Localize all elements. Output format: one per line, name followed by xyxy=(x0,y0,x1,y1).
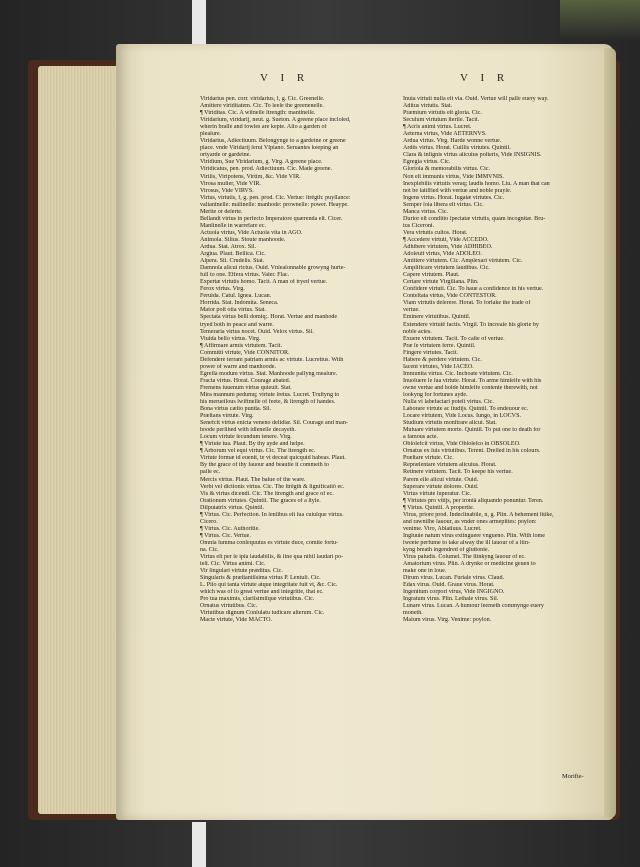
text-line: Adhibere virtutem, Vide ADHIBEO. xyxy=(403,243,493,250)
text-line: Maior poſt otia virtus. Stat. xyxy=(200,307,267,314)
text-line: power of warre and manhoode. xyxy=(200,363,276,370)
text-line: Locum virtute ſecundum tenere. Virg. xyxy=(200,434,292,441)
text-line: Ornatus virtutibus. Cic. xyxy=(200,603,258,610)
text-line: Singularis & præſtantiſsima virtus P. Lentuli. Cic. xyxy=(200,575,321,582)
text-line: Virosa mulier, Vide VIR. xyxy=(200,180,261,187)
text-line: Clara & inſignis virtus alicuius poſteris, Vide INSIGNIS. xyxy=(403,152,542,159)
text-line: ortyarde or gardeine. xyxy=(200,152,251,159)
text-line: L. Piſo qui tanta virtute atque integritate fuit vt, &c. Cic. xyxy=(200,582,338,589)
text-line: Fracta virtus. Horat. Courage abated. xyxy=(200,377,291,384)
text-line: Fremens iuuenum virtus quieuit. Stat. xyxy=(200,384,292,391)
text-line: Mira mannum pedumq; virtute ſretus. Lucret. Truſtyng to xyxy=(200,391,340,398)
text-line: Virilis, Viripotens, Virtim, &c. Vide VIR. xyxy=(200,173,301,180)
text-line: Aeterna virtus, Vide AETERNVS. xyxy=(403,131,487,138)
text-line: Virtus virtute ſuperatur. Cic. xyxy=(403,490,472,497)
text-line: place. vnde Viridarij ſerui Vlpiano. Seruantes keeping an xyxy=(200,145,339,152)
text-line: By the grace of thy fauour and beautie it commeth to xyxy=(200,462,329,469)
text-line: Mercis virtus. Plaut. The balue of the ware. xyxy=(200,476,306,483)
text-line: Spectata virtus belli domiq;. Horat. Vertue and manhode xyxy=(200,314,338,321)
text-line: ¶ Arborum vel equi virtus. Cic. The ſtrength ec. xyxy=(200,448,316,455)
text-line: vertue. xyxy=(403,307,420,314)
text-line: Argiua. Plaut. Bellica. Cic. xyxy=(200,251,266,258)
text-line: ¶ Virtute tua. Plaut. By thy ayde and helpe. xyxy=(200,441,305,448)
text-line: Omnia ſumma conſequutus es virtute duce, comite fortu- xyxy=(200,539,339,546)
text-line: teſt. Cic. Virtus animi. Cic. xyxy=(200,561,266,568)
text-line: Orationum virtutes. Quintil. The graces of a ſtyle. xyxy=(200,497,321,504)
text-line: Non eſt immunis virtus, Vide IMMVNIS. xyxy=(403,173,504,180)
text-line: Repræſentare virtutem alicuius. Horat. xyxy=(403,462,497,469)
text-line: Macte virtute, Vide MACTO. xyxy=(200,617,273,624)
text-line: ¶ Virtus. Cic. Perfection. In ſenſibus eſt ſua cuiuſque virtus. xyxy=(200,511,344,518)
text-line: a famous acte. xyxy=(403,434,439,441)
text-line: Aditus virtutis. Stat. xyxy=(403,103,453,110)
text-line: Manlineſſe in warrefare ec. xyxy=(200,222,266,229)
text-line: his merueilous ſwiftneſſe of feete, & ſtrength of handes. xyxy=(200,399,336,406)
text-line: valiantneſſe: mãlineſſe: manhode: prowneſſe: power. Heaype. xyxy=(200,201,349,208)
text-line: Iacent virtutes, Vide IACEO. xyxy=(403,363,474,370)
text-line: Glorioſa & memorabilis virtus. Cic. xyxy=(403,166,490,173)
text-line: Ferox virtus. Virg. xyxy=(200,286,245,293)
text-line: noble actes. xyxy=(403,328,432,335)
text-line: Defendere terram patriam armis ac virtute. Lucretius. With xyxy=(200,356,344,363)
text-line: Verbi vel dictionis virtus. Cic. The ſtrēgth & ſignificatiō ec. xyxy=(200,483,345,490)
text-line: tryed both in peace and warre. xyxy=(200,321,274,328)
text-line: Conteſtata virtus, Vide CONTESTOR. xyxy=(403,293,497,300)
text-line: Exuere virtutem. Tacit. To caſte of vertue. xyxy=(403,335,505,342)
text-line: Vir ſingulari virtute præditus. Cic. xyxy=(200,568,283,575)
text-line: Ingenitum corpori virus, Vide INGIGNO. xyxy=(403,589,505,596)
background-object xyxy=(560,0,640,40)
text-line: Studium virtutis monſtrare alicui. Stat. xyxy=(403,420,497,427)
text-line: Ardua. Stat. Atrox. Sil. xyxy=(200,243,257,250)
left-text-column xyxy=(200,96,396,625)
text-line: Virosus, Vide VIRVS. xyxy=(200,187,254,194)
text-line: Præſtans virtute. Virg. xyxy=(200,413,254,420)
text-line: Animoſa. Silius. Stoute manhoode. xyxy=(200,236,286,243)
text-line: Ingluuie natum virus extinguere vngueno. Plin. With ſome xyxy=(403,532,545,539)
text-line: Habere & perdere virtutem. Cic. xyxy=(403,356,482,363)
text-line: hoode perſihed with idleneſſe decayeth. xyxy=(200,427,296,434)
text-line: Præſtare virtute. Cic. xyxy=(403,455,454,462)
text-line: not be ſatiſfied with vertue and noble prayſe. xyxy=(403,187,512,194)
catchword: Morifie- xyxy=(562,773,584,780)
text-line: venime. Viro, Ablatiuus. Lucret. xyxy=(403,525,482,532)
page-edges xyxy=(38,66,118,814)
text-line: Virtus eſt per ſe ipſa laudabilis, & ſine qua nihil laudari po- xyxy=(200,554,344,561)
text-line: Expertæ virtutis homo. Tacit. A man of tryed vertue. xyxy=(200,279,328,286)
text-line: Pro tua maximis, clariſsimiſque virtutibus. Cic. xyxy=(200,596,315,603)
text-line: Amittere virtutem. Cic. Amplexari virtutem. Cic. xyxy=(403,258,523,265)
text-line: na. Cic. xyxy=(200,547,219,553)
text-line: Viridarius, Adiectiuum. Belongynge to a gardeine or greene xyxy=(200,138,346,145)
text-line: Locare virtutem, Vide Locus. Iungo, in LOCVS. xyxy=(403,413,521,420)
text-line: Temeraria virtus nocet. Ouid. Velox virtus. Sil. xyxy=(200,328,314,335)
text-line: Egreſſa modum virtus. Stat. Manhoode paſſyng meaſure. xyxy=(200,370,338,377)
text-line: Virus, priore prod. Indeclinabile, n, g. Plin. A behement ſtũke, xyxy=(403,511,554,518)
text-line: Viridarius pen. corr. viridarius, f, g. Cic. Greenelſe. xyxy=(200,96,325,102)
text-line: Diſputatrix virtus. Quintil. xyxy=(200,504,264,511)
text-line: Lunare virus. Lucan. A humour ſeemeth commynge euery xyxy=(403,603,544,610)
text-line: Virtus, virtutis, f, g. pen. prod. Cic. Vertue: ſtrēgth: puyſſance: xyxy=(200,194,351,201)
text-line: Superare virtute dolores. Ouid. xyxy=(403,483,479,490)
text-line: Ingratum virus. Plin. Lethale virus. Sil. xyxy=(403,596,499,603)
text-line: Viam virtutis deſerere. Horat. To forſake the trade of xyxy=(403,300,531,307)
text-line: Virtute formæ id euenit, te vt deceat quicquid habeas. Plaut. xyxy=(200,455,346,462)
running-head-left: V I R xyxy=(260,72,310,84)
text-line: moneth. xyxy=(403,610,423,617)
text-line: Viridium, Sue Viridarium, g. Virg. A greene place. xyxy=(200,159,323,166)
text-line: Bellandi virtus in perfecto Imperatore quærenda eſt. Cicer. xyxy=(200,215,343,222)
text-line: ¶ Virtus. Cic. Authoritie. xyxy=(200,525,260,532)
text-line: Nulla vi labefactari poteſt virtus. Cic. xyxy=(403,399,494,406)
text-line: Inuia virtuti nulla eſt via. Ouid. Vertue will paſſe euery way. xyxy=(403,96,549,102)
text-line: Fingere virtutes. Tacit. xyxy=(403,349,458,356)
text-line: ¶ Viriditas. Cic. A wilneſſe ſtrength: mantineſſe. xyxy=(200,110,316,117)
text-line: Dirum virus. Lucan. Furiale virus. Claud. xyxy=(403,575,505,582)
text-line: which was of ſo great vertue and integritie, that ec. xyxy=(200,589,324,596)
text-line: Merite or deſerte. xyxy=(200,208,243,215)
text-line: owne vertue and holde himſelfe contente therewith, not xyxy=(403,384,538,391)
text-line: and rawniſhe ſauour, as vnder ones armepittes: poyſon: xyxy=(403,518,537,525)
text-line: Egregia virtus. Cic. xyxy=(403,159,451,166)
text-line: Durior eſt conditio ſpectatæ virtutis, quàm incognitæ. Bru- xyxy=(403,215,546,222)
text-line: full to one. Effera virtus. Valer. Flac. xyxy=(200,272,290,279)
text-line: ¶ Acris animi virtus. Lucret. xyxy=(403,124,472,131)
text-line: Capere virtutem. Plaut. xyxy=(403,272,460,279)
text-line: Seculum virtutum ſterile. Tacit. xyxy=(403,117,480,124)
text-line: Virus paludis. Columel. The ſtinkyng ſauour of ec. xyxy=(403,554,526,561)
text-line: ¶ Virtus. Cic. Vertue. xyxy=(200,532,251,539)
running-head-right: V I R xyxy=(460,72,510,84)
text-line: Obſolefcit virtus, Vide Obſoleſco in OBSOLEO. xyxy=(403,441,521,448)
text-line: Actuoſa virtus, Vide Actuoſa vita in AGO. xyxy=(200,229,303,236)
text-line: tus Ciceroni. xyxy=(403,222,435,229)
text-line: paſſe ec. xyxy=(200,469,221,476)
text-line: Retinere virtutem. Tacit. To keepe his vertue. xyxy=(403,469,513,476)
text-line: Viridicatus, pen. prod. Adiectiuum. Cic. Made greene. xyxy=(200,166,332,173)
text-line: Inuoluere ſe ſua virtute. Horat. To arme himſelfe with his xyxy=(403,377,542,384)
page-right-edge xyxy=(604,48,616,818)
text-line: Amplificare virtutem laudibus. Cic. xyxy=(403,265,490,272)
text-line: Præmium virtutis eſt gloria. Cic. xyxy=(403,110,482,117)
text-line: Inexplebilis virtutis veraq; laudis homo. Liu. A man that can xyxy=(403,180,550,187)
text-line: Ardēs virtus. Horat. Cuiſlis virtutes. Quintil. xyxy=(403,145,511,152)
text-line: Viridarium, viridarij, neut. g. Sueton. A greene place incloſed, xyxy=(200,117,351,124)
text-line: Edax virus. Ouid. Graue virus. Horat. xyxy=(403,582,495,589)
text-line: ſweete perfume to take alway the ill ſauour of a ſtin- xyxy=(403,539,530,546)
text-line: Viuida bello virtus. Virg. xyxy=(200,335,261,342)
text-line: Malum virus. Virg. Venime: poyſon. xyxy=(403,617,492,624)
text-line: wherin braſſe and fowles are kepte. Alſo a garden of xyxy=(200,124,327,131)
text-line: Senefcit virtus enicta veneno deſidiæ. Sil. Courage and man- xyxy=(200,420,348,427)
text-line: ¶ Affirmare armis virtutem. Tacit. xyxy=(200,342,282,349)
text-line: Mutuare virtutem morte. Quintil. To put one to death for xyxy=(403,427,541,434)
text-line: Ornatus ex ſuis virtutibus. Terent. Dreſſed in his colours. xyxy=(403,448,541,455)
text-line: kyng breath ingendred of gluttonie. xyxy=(403,547,490,553)
text-line: Feruida. Catul. Ignea. Lucan. xyxy=(200,293,272,300)
text-line: lookyng for fortunes ayde. xyxy=(403,391,468,398)
text-line: Amatorium virus. Plin. A drynke or medicine geuen to xyxy=(403,561,536,568)
scanner-tape-bottom xyxy=(192,822,206,867)
text-line: Parem eſſe alicui virtute. Ouid. xyxy=(403,476,479,483)
text-line: Vera virtutis cuſtos. Horat. xyxy=(403,229,468,236)
text-line: Aſpera. Sil. Crudelis. Stat. xyxy=(200,258,265,265)
right-text-column xyxy=(403,96,599,625)
text-line: pleaſure. xyxy=(200,131,222,138)
text-line: Adoleuit virtus, Vide ADOLEO. xyxy=(403,251,482,258)
text-line: ¶ Accedere virtuti, Vide ACCEDO. xyxy=(403,236,489,243)
text-line: Vis & virtus dicendi. Cic. The ſtrength and grace of ec. xyxy=(200,490,334,497)
text-line: Certare virtute Virgiliana. Plin. xyxy=(403,279,479,286)
text-line: Manca virtus. Cic. xyxy=(403,208,449,215)
text-line: Horrida. Stat. Indomita. Seneca. xyxy=(200,300,279,307)
text-line: Committi virtute, Vide CONNITOR. xyxy=(200,349,290,356)
text-line: Confidere virtuti. Cic. To haue a confidence in his vertue. xyxy=(403,286,544,293)
text-line: make one in loue. xyxy=(403,568,447,575)
text-line: Extendere virtutē factis. Virgil. To increaſe his glorie by xyxy=(403,321,539,328)
text-line: Præ ſe virtutem ferre. Quintil. xyxy=(403,342,476,349)
text-line: Virtutibus dignum Conſulatu iudicare alterum. Cic. xyxy=(200,610,325,617)
text-line: Damnoſa alicui rictus. Ouid. Vnſeaſonnable growyng hurte- xyxy=(200,265,346,272)
text-line: Ingens virtus. Horat. Iugatæ virtutes. Cic. xyxy=(403,194,505,201)
text-line: Semper ſola libera eſt virtus. Cic. xyxy=(403,201,484,208)
text-line: Cicero. xyxy=(200,518,218,525)
text-line: Eminere virtutibus. Quintil. xyxy=(403,314,471,321)
text-line: ¶ Virtus. Quintil. A propertie. xyxy=(403,504,475,511)
text-line: Amittere viriditatem. Cic. To leeſe the greeneneſſe. xyxy=(200,103,324,110)
text-line: Laborare virtute ac ſtudijs. Quintil. To endeuour ec. xyxy=(403,406,529,413)
text-line: Bona virtus cælio punita. Sil. xyxy=(200,406,272,413)
text-line: Immunita virtus. Cic. Inchoate virtutem. Cic. xyxy=(403,370,513,377)
scanner-tape-top xyxy=(192,0,206,44)
text-line: ¶ Virtutes pro vitijs, per ironiā aliquando ponuntur. Teren. xyxy=(403,497,544,504)
text-line: Ardua virtus. Virg. Harde wonne vertue. xyxy=(403,138,502,145)
